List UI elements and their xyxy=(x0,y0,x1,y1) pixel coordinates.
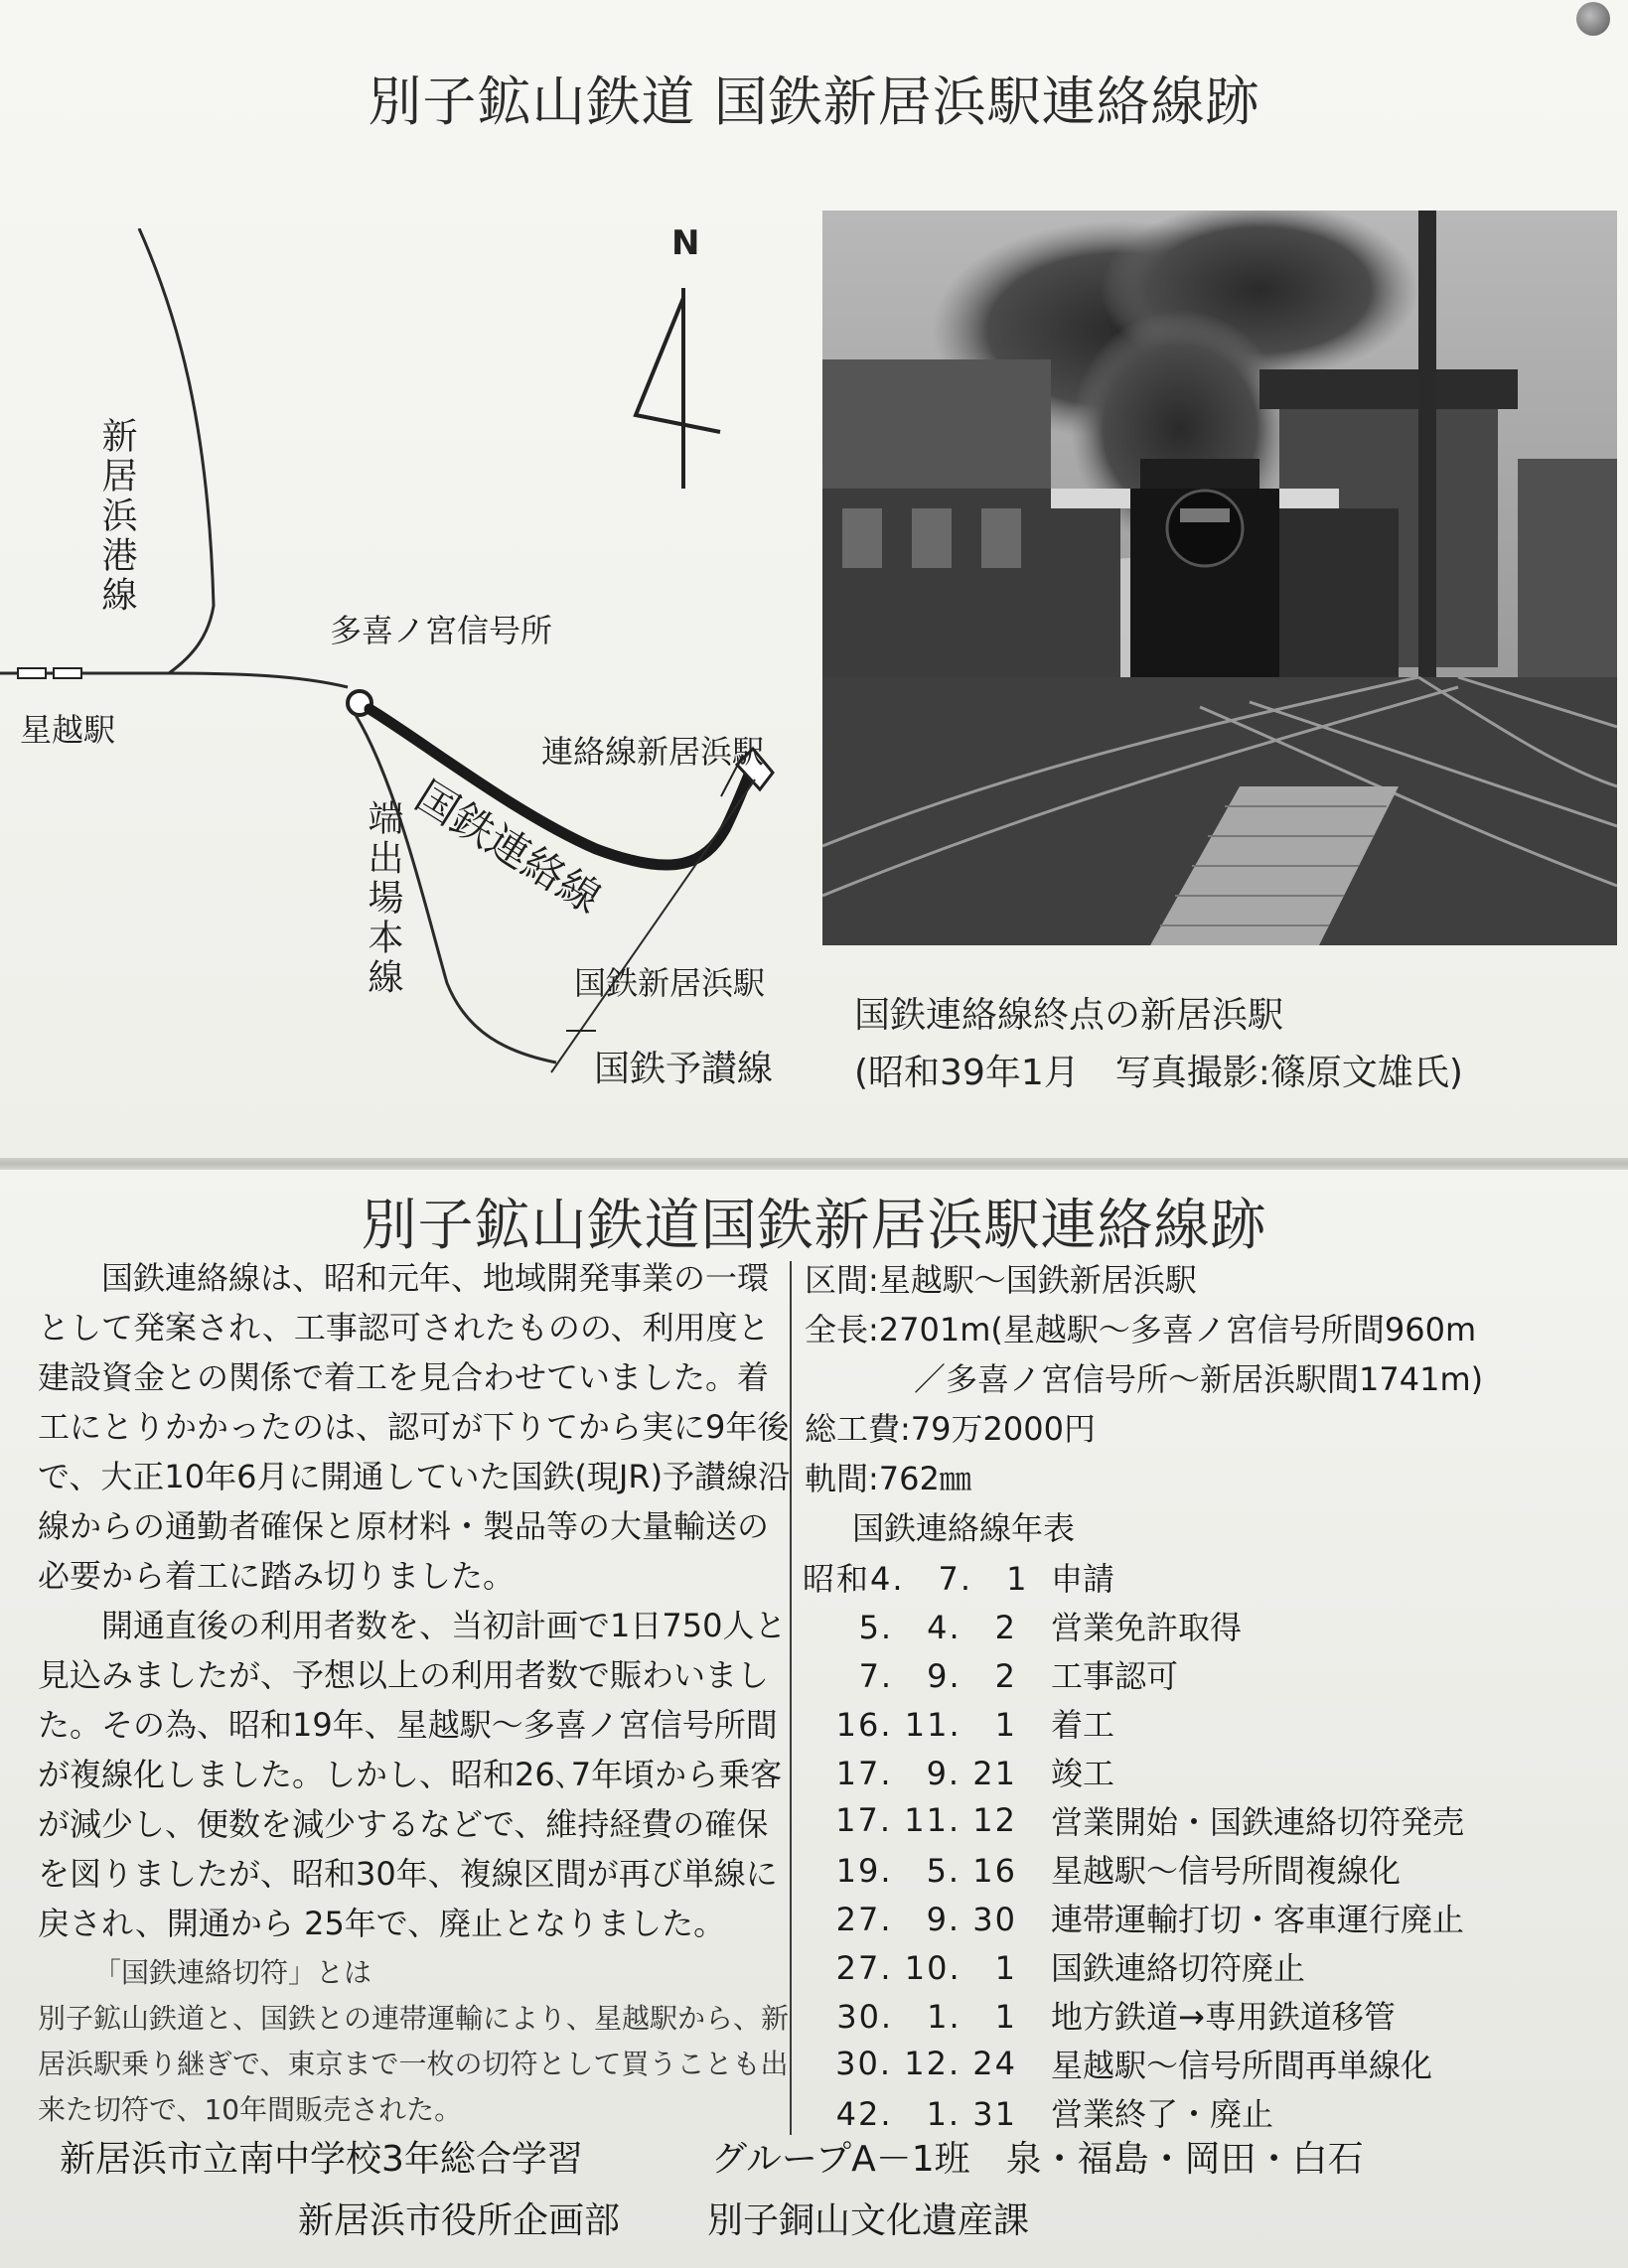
timeline-date: 27. 9. 30 xyxy=(835,1900,1017,1938)
timeline-date: 30. 1. 1 xyxy=(836,1997,1017,2036)
timeline-row xyxy=(803,1893,1617,1941)
pin-icon xyxy=(1576,2,1610,36)
timeline-event: 営業免許取得 xyxy=(1051,1608,1243,1646)
timeline-date: 7. 9. 2 xyxy=(858,1656,1017,1695)
route-map xyxy=(0,228,814,1092)
timeline-row xyxy=(803,1795,1617,1844)
panel-seam xyxy=(0,1158,1628,1170)
timeline-row xyxy=(803,1747,1617,1795)
bottom-title: 別子鉱山鉄道国鉄新居浜駅連絡線跡 xyxy=(361,1194,1267,1258)
timeline-event: 営業終了・廃止 xyxy=(1051,2094,1274,2133)
ticket-note-body: 別子鉱山鉄道と、国鉄との連帯運輸により、星越駅から、新居浜駅乗り継ぎで、東京まで一枚の切符として買うことも出来た切符で、10年間販売された。 xyxy=(38,2002,790,2126)
timeline-row xyxy=(803,1698,1617,1747)
timeline-row xyxy=(803,2039,1617,2087)
timeline-list xyxy=(803,1552,1617,2136)
timeline-date: 27. 10. 1 xyxy=(835,1948,1017,1987)
footer-city-office: 新居浜市役所企画部 xyxy=(298,2200,621,2241)
spec-length: 全長:2701m(星越駅〜多喜ノ宮信号所間960m xyxy=(805,1311,1477,1348)
timeline-event: 竣工 xyxy=(1051,1754,1115,1792)
photo-caption: 国鉄連絡線終点の新居浜駅 xyxy=(854,995,1284,1036)
label-yosan-line: 国鉄予讃線 xyxy=(594,1049,774,1089)
yosan-line xyxy=(551,780,755,1072)
footer-school: 新居浜市立南中学校3年総合学習 xyxy=(60,2139,583,2180)
photo-caption-date: (昭和39年1月 写真撮影:篠原文雄氏) xyxy=(854,1053,1463,1093)
spec-cost: 総工費:79万2000円 xyxy=(805,1410,1096,1448)
timeline-event: 地方鉄道→専用鉄道移管 xyxy=(1051,1997,1396,2036)
timeline-date: 30. 12. 24 xyxy=(835,2044,1017,2082)
timeline-row xyxy=(803,1552,1617,1601)
timeline-date: 16. 11. 1 xyxy=(835,1705,1017,1744)
spec-section: 区間:星越駅〜国鉄新居浜駅 xyxy=(805,1261,1197,1299)
ticket-note-heading: 「国鉄連絡切符」とは xyxy=(93,1956,372,1989)
spec-gauge: 軌間:762㎜ xyxy=(805,1460,971,1497)
label-signal-station: 多喜ノ宮信号所 xyxy=(330,612,553,649)
timeline-row xyxy=(803,2087,1617,2136)
timeline-event: 営業開始・国鉄連絡切符発売 xyxy=(1051,1802,1465,1841)
timeline-event: 国鉄連絡切符廃止 xyxy=(1051,1948,1306,1987)
timeline-row xyxy=(803,1990,1617,2039)
timeline-date: 17. 11. 12 xyxy=(835,1800,1017,1839)
label-renraku-niihama: 連絡線新居浜駅 xyxy=(541,733,765,771)
timeline-row xyxy=(803,1649,1617,1698)
label-port-line: 新居浜港線 xyxy=(96,417,137,616)
timeline-event: 連帯運輸打切・客車運行廃止 xyxy=(1051,1900,1465,1938)
description-paragraph-2: 開通直後の利用者数を、当初計画で1日750人と見込みましたが、予想以上の利用者数で賑わいました。その為、昭和19年、星越駅〜多喜ノ宮信号所間が複線化しました。しかし、昭和26､7年頃から乗客が減少し、便数を減少するなどで、維持経費の確保を図りましたが、昭和30年、複線区間が再び単線に戻され、開通から 25年で、廃止となりました。 xyxy=(38,1607,787,1942)
description-paragraph-1: 国鉄連絡線は、昭和元年、地域開発事業の一環として発案され、工事認可されたものの、利用度と建設資金との関係で着工を見合わせていました。着工にとりかかったのは、認可が下りてから実に9年後で、大正10年6月に開通していた国鉄(現JR)予讃線沿線からの通勤者確保と原材料・製品等の大量輸送の必要から着工に踏み切りました。 xyxy=(38,1259,791,1595)
steam-locomotive-image xyxy=(822,211,1617,945)
timeline-event: 申請 xyxy=(1051,1559,1115,1598)
timeline-row xyxy=(803,1844,1617,1893)
timeline-event: 星越駅〜信号所間複線化 xyxy=(1051,1851,1402,1890)
port-line xyxy=(139,228,214,673)
label-jnr-niihama: 国鉄新居浜駅 xyxy=(574,964,766,1002)
timeline-event: 星越駅〜信号所間再単線化 xyxy=(1051,2046,1433,2084)
timeline-event: 着工 xyxy=(1051,1705,1115,1744)
description-text xyxy=(38,1253,793,1948)
column-divider xyxy=(790,1261,792,2135)
timeline-date: 17. 9. 21 xyxy=(835,1754,1017,1792)
north-arrow-icon xyxy=(636,288,720,489)
timeline-row xyxy=(803,1601,1617,1649)
hoshigoe-line xyxy=(0,673,348,687)
timeline-date: 19. 5. 16 xyxy=(835,1851,1017,1890)
footer-department: 別子銅山文化遺産課 xyxy=(707,2200,1030,2241)
timeline-date: 5. 4. 2 xyxy=(858,1608,1017,1646)
timeline-title: 国鉄連絡線年表 xyxy=(852,1509,1076,1547)
spec-length-detail: ／多喜ノ宮信号所〜新居浜駅間1741m) xyxy=(914,1360,1484,1398)
label-jnr-connection-line: 国鉄連絡線 xyxy=(406,771,610,923)
timeline-event: 工事認可 xyxy=(1051,1656,1179,1695)
historic-photo xyxy=(822,211,1617,945)
north-label: N xyxy=(671,228,700,263)
footer-group: グループA－1班 泉・福島・岡田・白石 xyxy=(711,2139,1364,2180)
timeline-row xyxy=(803,1941,1617,1990)
top-title: 別子鉱山鉄道 国鉄新居浜駅連絡線跡 xyxy=(368,71,1260,133)
label-hoshigoe-station: 星越駅 xyxy=(20,711,116,749)
label-hadeba-line: 端出場本線 xyxy=(363,799,403,998)
timeline-date: 42. 1. 31 xyxy=(835,2094,1017,2133)
timeline-date: 昭和4. 7. 1 xyxy=(803,1559,1029,1598)
